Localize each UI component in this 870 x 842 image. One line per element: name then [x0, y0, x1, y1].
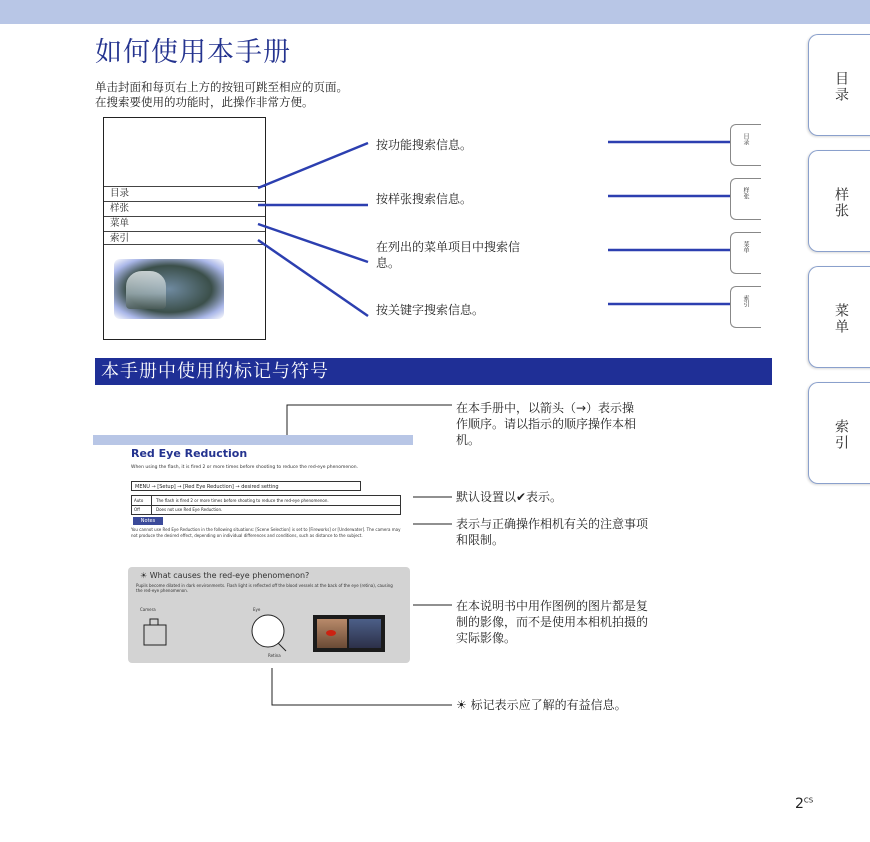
hint-title-text: What causes the red-eye phenomenon?: [149, 571, 310, 580]
lightbulb-icon: ☀: [140, 571, 150, 580]
mini-tab-toc-label: 目录: [742, 133, 749, 145]
annotation-photo-line-3: 实际影像。: [456, 631, 517, 645]
line-hint: [272, 668, 452, 705]
panel-item-sample[interactable]: 样张: [104, 201, 265, 215]
annotation-hint-text: 标记表示应了解的有益信息。: [470, 698, 627, 712]
annotation-notes-line-1: 表示与正确操作相机有关的注意事项: [456, 517, 649, 531]
eye-icon: [252, 615, 284, 647]
fig-camera-label: Camera: [140, 607, 156, 612]
annotation-default: 默认设置以✔表示。: [456, 490, 563, 504]
annotation-notes: [456, 516, 648, 548]
table-cell: Off: [132, 505, 152, 514]
sample-header-bar: [93, 435, 413, 445]
sample-table: [131, 495, 401, 515]
page-title: 如何使用本手册: [95, 37, 291, 68]
fig-retina-label: Retina: [268, 653, 281, 658]
tab-menu-label: 菜单: [833, 303, 849, 335]
mini-tab-sample-label: 样张: [742, 187, 749, 199]
line-toc: [258, 143, 368, 188]
table-row: [132, 505, 400, 514]
callout-menu: [376, 239, 520, 271]
hint-desc: Pupils become dilated in dark environments. Flash light is reflected off the blood vessels at the back of the eye (retina), causing the red-eye phenomenon.: [136, 583, 393, 593]
page-number: [795, 796, 813, 812]
annotation-arrow-line-3: 机。: [456, 433, 481, 447]
annotation-photo-line-2: 制的影像，而不是使用本相机拍摄的: [456, 615, 649, 629]
lightbulb-icon: ☀: [456, 698, 467, 712]
callout-toc: 按功能搜索信息。: [376, 138, 473, 152]
mini-tab-toc: [730, 124, 761, 166]
table-cell: Does not use Red Eye Reduction.: [156, 507, 223, 512]
panel-item-menu[interactable]: 菜单: [104, 216, 265, 230]
red-eye-photo: [313, 615, 385, 652]
sample-title: Red Eye Reduction: [131, 447, 248, 460]
mini-tab-menu: [730, 232, 761, 274]
annotation-notes-line-2: 和限制。: [456, 533, 505, 547]
tab-toc-label: 目录: [833, 71, 849, 103]
intro-line-1: 单击封面和每页右上方的按钮可跳至相应的页面。: [95, 80, 348, 94]
intro-line-2: 在搜索要使用的功能时，此操作非常方便。: [95, 95, 314, 109]
tab-index-label: 索引: [833, 419, 849, 451]
camera-icon: [144, 625, 166, 645]
fig-eye-label: Eye: [253, 607, 261, 612]
sample-desc: When using the flash, it is fired 2 or more times before shooting to reduce the red-eye phenomenon.: [131, 465, 359, 470]
line-menu: [258, 224, 368, 262]
page-number-suffix: CS: [803, 796, 814, 805]
line-index: [258, 240, 368, 316]
sample-sequence: MENU → [Setup] → [Red Eye Reduction] → desired setting: [131, 481, 361, 491]
annotation-arrow-line-1: 在本手册中，以箭头（→）表示操: [456, 401, 635, 415]
callout-index: 按关键字搜索信息。: [376, 303, 485, 317]
notes-text: You cannot use Red Eye Reduction in the following situations: [Scene Selection] is set to [Fireworks] or [Underwater]. The camera may not produce the desired effect, depending on individual differences and conditions, such as distance to the subject.: [131, 527, 401, 538]
callout-menu-line-1: 在列出的菜单项目中搜索信: [376, 240, 521, 254]
section-header: 本手册中使用的标记与符号: [95, 358, 772, 385]
callout-menu-line-2: 息。: [376, 256, 401, 270]
annotation-photo-line-1: 在本说明书中用作图例的图片都是复: [456, 599, 649, 613]
sample-page: [93, 435, 413, 667]
notes-label: Notes: [133, 517, 163, 525]
annotation-hint: [456, 697, 627, 713]
mini-tab-sample: [730, 178, 761, 220]
table-cell: Auto: [132, 496, 152, 505]
annotation-photo: [456, 598, 648, 646]
mini-tab-index: [730, 286, 761, 328]
annotation-arrow: [456, 400, 636, 448]
page-number-value: 2: [795, 796, 804, 812]
hint-box: [128, 567, 410, 663]
mini-tab-menu-label: 菜单: [742, 241, 749, 253]
callout-sample: 按样张搜索信息。: [376, 192, 473, 206]
panel-item-toc[interactable]: 目录: [104, 186, 265, 200]
tab-sample-label: 样张: [833, 187, 849, 219]
annotation-arrow-line-2: 作顺序。请以指示的顺序操作本相: [456, 417, 637, 431]
mini-tab-index-label: 索引: [742, 295, 749, 307]
table-cell: The flash is fired 2 or more times before shooting to reduce the red-eye phenomenon.: [156, 498, 329, 503]
panel-item-index[interactable]: 索引: [104, 231, 265, 245]
